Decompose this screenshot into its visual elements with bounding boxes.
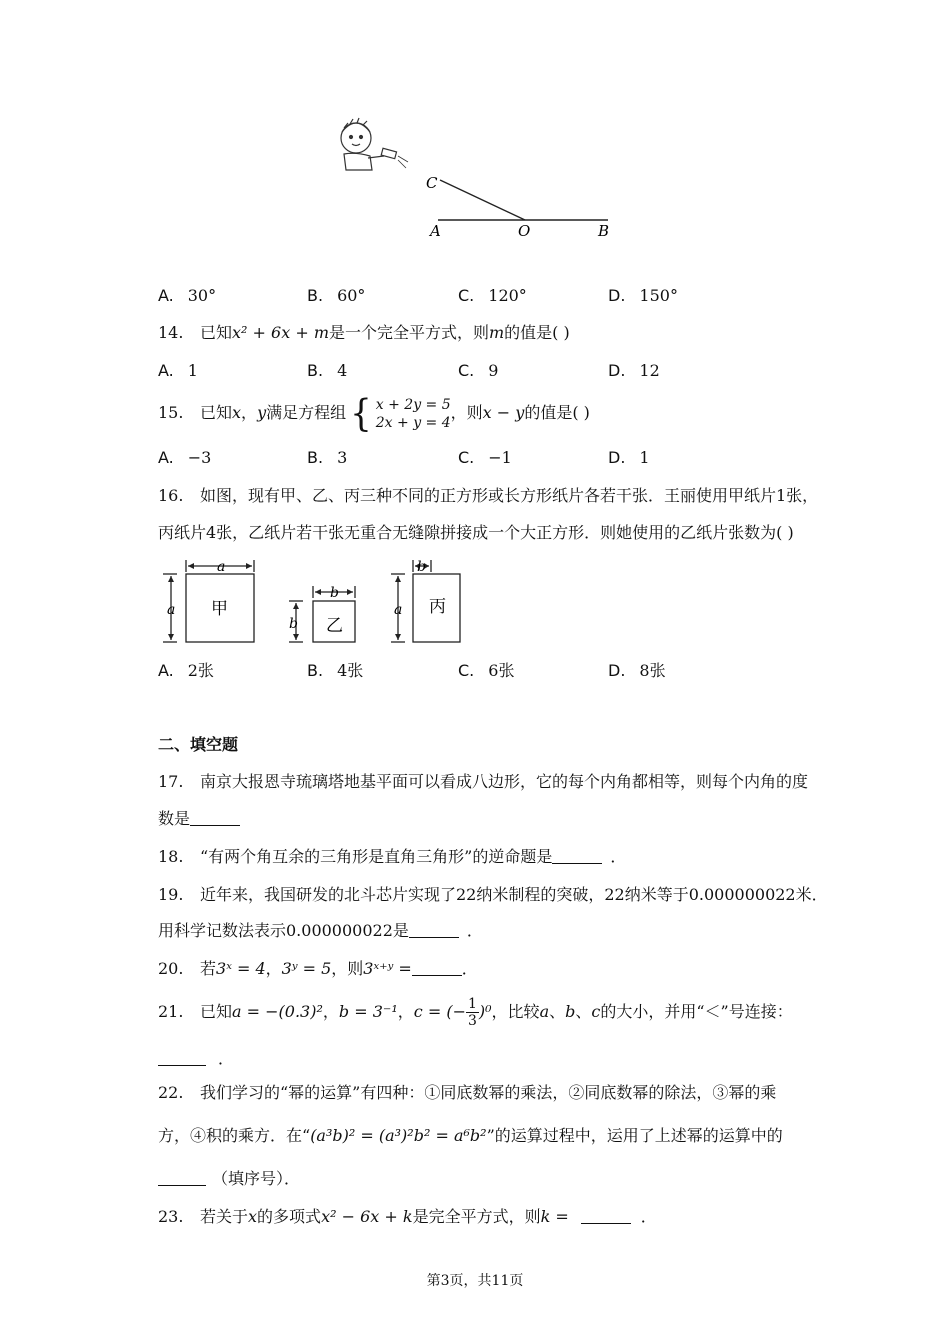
label-a-top-jia: a (217, 559, 226, 575)
page-footer: 第3页，共11页 (426, 1273, 524, 1289)
q16-option-d: D. 8张 (608, 661, 666, 680)
section-heading-fill-in: 二、填空题 (158, 735, 239, 754)
label-o: O (518, 222, 531, 240)
question-23: 23. 若关于x的多项式x² − 6x + k是完全平方式，则k = ． (158, 1207, 657, 1226)
answer-blank[interactable] (581, 1207, 631, 1224)
answer-blank[interactable] (190, 809, 240, 826)
label-a-side-jia: a (167, 602, 176, 618)
q15-option-c: C. −1 (458, 448, 512, 467)
q16-option-b: B. 4张 (307, 661, 364, 680)
child-with-flashlight-illustration (341, 118, 408, 170)
label-a-side-bing: a (394, 602, 403, 618)
q15-option-a: A. −3 (158, 448, 212, 467)
question-22-line2: 方，④积的乘方．在“(a³b)² = (a³)²b² = a⁶b²”的运算过程中，运用了上述幂的运算中的 (158, 1126, 783, 1145)
question-20: 20. 若3ˣ = 4，3ʸ = 5，则3ˣ⁺ʸ = ． (158, 959, 478, 978)
question-22-line1: 22. 我们学习的“幂的运算”有四种：①同底数幂的乘法，②同底数幂的除法，③幂的乘 (158, 1083, 777, 1102)
left-brace: { (350, 391, 372, 436)
paper-pieces-figure (155, 550, 475, 650)
question-16-line1: 16. 如图，现有甲、乙、丙三种不同的正方形或长方形纸片各若干张．王丽使用甲纸片1张， (158, 486, 819, 505)
question-17-line2: 数是 (158, 808, 240, 830)
label-bing: 丙 (429, 597, 446, 617)
q14-option-b: B. 4 (307, 361, 348, 380)
answer-blank[interactable] (409, 921, 459, 938)
angle-figure (330, 112, 630, 247)
q15-option-d: D. 1 (608, 448, 650, 467)
label-b: B (598, 222, 610, 240)
equation-system: x + 2y = 5 2x + y = 4 (375, 396, 451, 431)
label-yi: 乙 (326, 616, 343, 636)
question-15: 15. 已知x，y满足方程组 { x + 2y = 5 2x + y = 4 ，则x − y的值是( ) (158, 391, 590, 436)
question-19-line1: 19. 近年来，我国研发的北斗芯片实现了22纳米制程的突破，22纳米等于0.000000022米． (158, 885, 828, 904)
question-17-line1: 17. 南京大报恩寺琉璃塔地基平面可以看成八边形，它的每个内角都相等，则每个内角的度 (158, 772, 809, 791)
q16-option-c: C. 6张 (458, 661, 515, 680)
label-c: C (426, 174, 438, 192)
question-21-answer-line: ． (158, 1048, 234, 1070)
label-a: A (430, 222, 441, 240)
q14-option-d: D. 12 (608, 361, 660, 380)
question-22-line3: （填序号）． (158, 1168, 300, 1190)
label-b-top-bing: b (417, 559, 426, 575)
q13-option-b: B. 60° (307, 286, 366, 305)
answer-blank[interactable] (552, 847, 602, 864)
ray-oc (440, 180, 525, 220)
label-b-top-yi: b (330, 585, 339, 601)
q16-option-a: A. 2张 (158, 661, 214, 680)
label-b-side-yi: b (289, 616, 298, 632)
answer-blank[interactable] (412, 959, 462, 976)
answer-blank[interactable] (158, 1049, 206, 1066)
question-14: 14. 已知x² + 6x + m是一个完全平方式，则m的值是( ) (158, 323, 570, 342)
fraction-one-third: $\frac{1}{3}$ (467, 996, 477, 1029)
q15-option-b: B. 3 (307, 448, 348, 467)
answer-blank[interactable] (158, 1169, 206, 1186)
question-19-line2: 用科学记数法表示0.000000022是 ． (158, 921, 483, 940)
q14-option-a: A. 1 (158, 361, 198, 380)
question-21: 21. 已知a = −(0.3)²，b = 3⁻¹，c = (− $\frac{1}{3}$ )⁰，比较a、b、c的大小，并用“＜”号连接： (158, 996, 793, 1029)
q13-option-c: C. 120° (458, 286, 527, 305)
q13-option-d: D. 150° (608, 286, 678, 305)
question-16-line2: 丙纸片4张，乙纸片若干张无重合无缝隙拼接成一个大正方形．则她使用的乙纸片张数为( ) (158, 523, 794, 542)
q13-option-a: A. 30° (158, 286, 217, 305)
question-18: 18. “有两个角互余的三角形是直角三角形”的逆命题是 ． (158, 847, 627, 866)
q14-option-c: C. 9 (458, 361, 499, 380)
label-jia: 甲 (211, 599, 228, 619)
